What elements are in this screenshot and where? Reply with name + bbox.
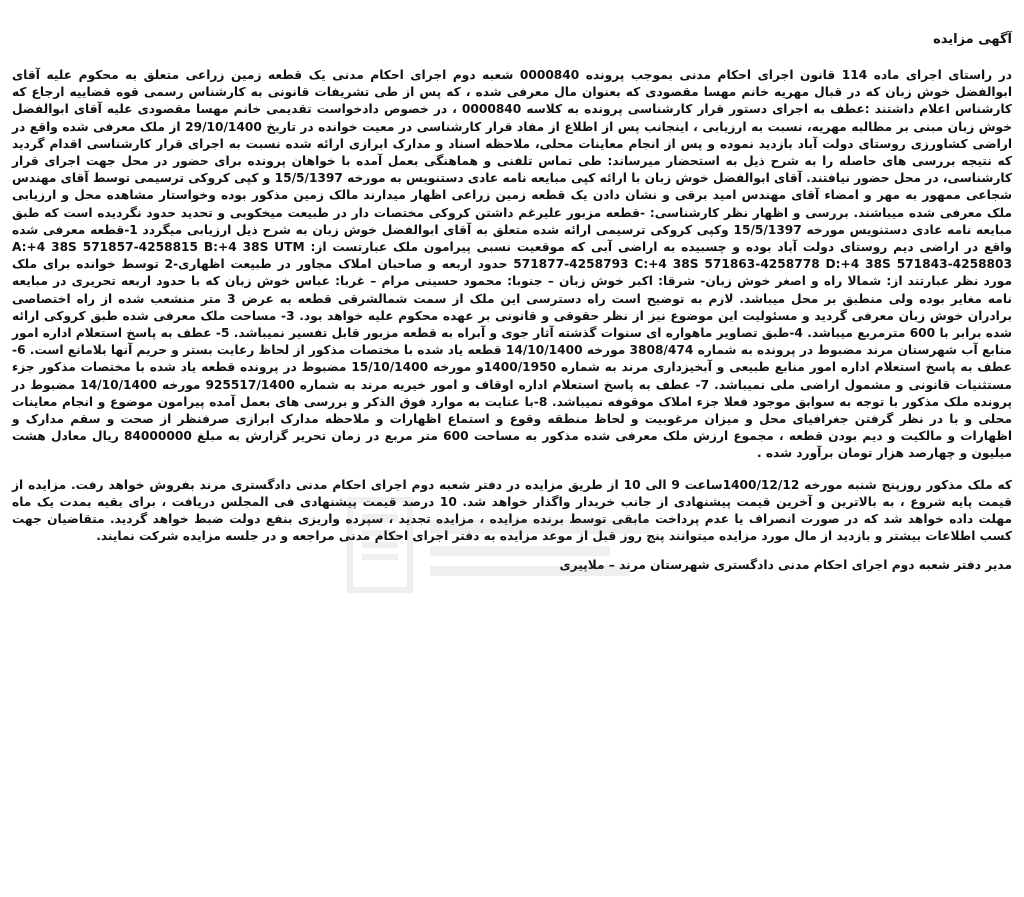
- notice-signature: مدیر دفتر شعبه دوم اجرای احکام مدنی دادگستری شهرستان مرند – ملاپیری: [559, 558, 1012, 573]
- notice-title: آگهی مزایده: [933, 32, 1012, 47]
- notice-paragraph-auction-terms: که ملک مذکور روزپنج شنبه مورخه 1400/12/12ساعت 9 الی 10 از طریق مزایده در دفتر شعبه دوم اجرای احکام مدنی دادگستری مرند بفروش خواهد رفت. مزایده از قیمت پایه شروع ، به بالاترین و آخرین قیمت پیشنهادی از جانب خریدار واگذار خواهد شد. 10 درصد قیمت پیشنهادی فی المجلس دریافت ، برای بقیه بمدت یک ماه مهلت داده خواهد شد که در صورت انصراف یا عدم پرداخت مابقی توسط برنده مزایده ، مزایده تجدید ، سپرده واریزی بنفع دولت ضبط خواهد گردید. متقاضیان جهت کسب اطلاعات بیشتر و بازدید از مال مورد مزایده میتوانند پنج روز قبل از موعد مزایده به دفتر اجرای احکام مدنی مراجعه و در جلسه مزایده شرکت نمایند.: [12, 477, 1012, 544]
- notice-paragraph-expert-report: در راستای اجرای ماده 114 قانون اجرای احکام مدنی بموجب پرونده 0000840 شعبه دوم اجرای احکام مدنی یک قطعه زمین زراعی متعلق به محکوم علیه آقای ابوالفضل خوش زبان که در قبال مهریه خانم مهسا مقصودی که بعنوان مال معرفی شده ، که پس از طی تشریفات قانونی به کارشناس رسمی قوه قضاییه ارجاع که کارشناس اعلام داشتند :عطف به اجرای دستور قرار کارشناسی پرونده به کلاسه 0000840 ، در خصوص دادخواست تقدیمی خانم مهسا مقصودی علیه آقای ابوالفضل خوش زبان مبنی بر مطالبه مهریه، نسبت به ارزیابی ، اینجانب پس از اطلاع از مفاد قرار کارشناسی در معیت خوانده در تاریخ 29/10/1400 از ملک معرفی شده واقع در اراضی کشاورزی روستای دولت آباد بازدید نموده و پس از انجام معاینات محلی، ملاحظه اسناد و مدارک ابرازی ارائه شده نسبت به اجرای قرار کارشناسی اقدام گردید که نتیجه بررسی های حاصله را به شرح ذیل به استحضار میرساند: طی تماس تلفنی و هماهنگی بعمل آمده با خواهان پرونده برای حضور در محل جهت اجرای قرار کارشناسی، در محل حضور نیافتند. آقای ابوالفضل خوش زبان با ارائه کپی مبایعه نامه عادی دستنویس به مورخه 15/5/1397 و کپی کروکی ترسیمی توسط آقای مهندس شجاعی ممهور به مهر و امضاء آقای مهندس امید برقی و نشان دادن یک قطعه زمین زراعی اظهار میدارند مالک زمین مذکور بوده وخواستار مشاهده محل و ارزیابی ملک معرفی شده میباشند. بررسی و اظهار نظر کارشناسی: -قطعه مزبور علیرغم داشتن کروکی مختصات دار در طبیعت میخکوبی و تحدید حدود نگردیده است که طبق مبایعه نامه عادی دستنویس مورخه 15/5/1397 وکپی کروکی ترسیمی ارائه شده متعلق به آقای ابوالفضل خوش زبان به شرح ذیل ارزیابی میگردد 1-قطعه معرفی شده واقع در اراضی دیم روستای دولت آباد بوده و چسبیده به اراضی آبی که موقعیت نسبی پیرامون ملک عبارتست از: UTM‏ A:+4 38S 571857-4258815 B:+4 38S 571877-4258793 C:+4 38S 571863-4258778 D:+4 38S 571843-4258803 حدود اربعه و صاحبان املاک مجاور در طبیعت اظهاری-2 توسط خوانده برای ملک مورد نظر عبارتند از: شمالا راه و اصغر خوش زبان- شرقا: اکبر خوش زبان – جنوبا: محمود حسینی مرام – غربا: عباس خوش زبان که با حدود اربعه تحریری در مبایعه نامه مغایر بوده ولی منطبق بر محل میباشد. لازم به توضیح است راه دسترسی این ملک از سمت شمالشرقی قطعه به عرض 3 متر منشعب شده از راه اختصاصی برادران خوش زبان معرفی گردید و مسئولیت این موضوع نیز از نظر حقوقی و قانونی بر عهده محکوم علیه خواهد بود. 3- مساحت ملک معرفی شده طبق کروکی ارائه شده برابر با 600 مترمربع میباشد. 4-طبق تصاویر ماهواره ای سنوات گذشته آثار جوی و آبراه به قطعه مزبور قابل تفسیر نمیباشد. 5- عطف به پاسخ استعلام اداره امور منابع آب شهرستان مرند مضبوط در پرونده به شماره 3808/474 مورخه 14/10/1400 قطعه یاد شده با مختصات مذکور از لحاظ رعایت بستر و حریم آنها بلامانع است. 6- عطف به پاسخ استعلام اداره امور منابع طبیعی و آبخیزداری مرند به شماره 1400/1950و مورخه 15/10/1400 مضبوط در پرونده قطعه یاد شده با مختصات مذکور جزء مستثنیات قانونی و مشمول اراضی ملی نمیباشد. 7- عطف به پاسخ استعلام اداره اوقاف و امور خیریه مرند به شماره 925517/1400 مورخه 14/10/1400 مضبوط در پرونده ملک مذکور با توجه به سوابق موجود فعلا جزء املاک موقوفه نمیباشد. 8-با عنایت به موارد فوق الذکر و بررسی های بعمل آمده پیرامون موضوع و انجام معاینات محلی و با در نظر گرفتن جغرافیای محل و میزان مرغوبیت و لحاظ منطقه وقوع و استماع اظهارات و ملاحظه مدارک ابرازی صرفنظر از صحت و سقم مدارک و اظهارات و مالکیت و دیم بودن قطعه ، مجموع ارزش ملک معرفی شده مذکور به مساحت 600 متر مربع در زمان تحریر گزارش به مبلغ 84000000 ریال معادل هشت میلیون و چهارصد هزار تومان برآورد شده .: [12, 68, 1013, 461]
